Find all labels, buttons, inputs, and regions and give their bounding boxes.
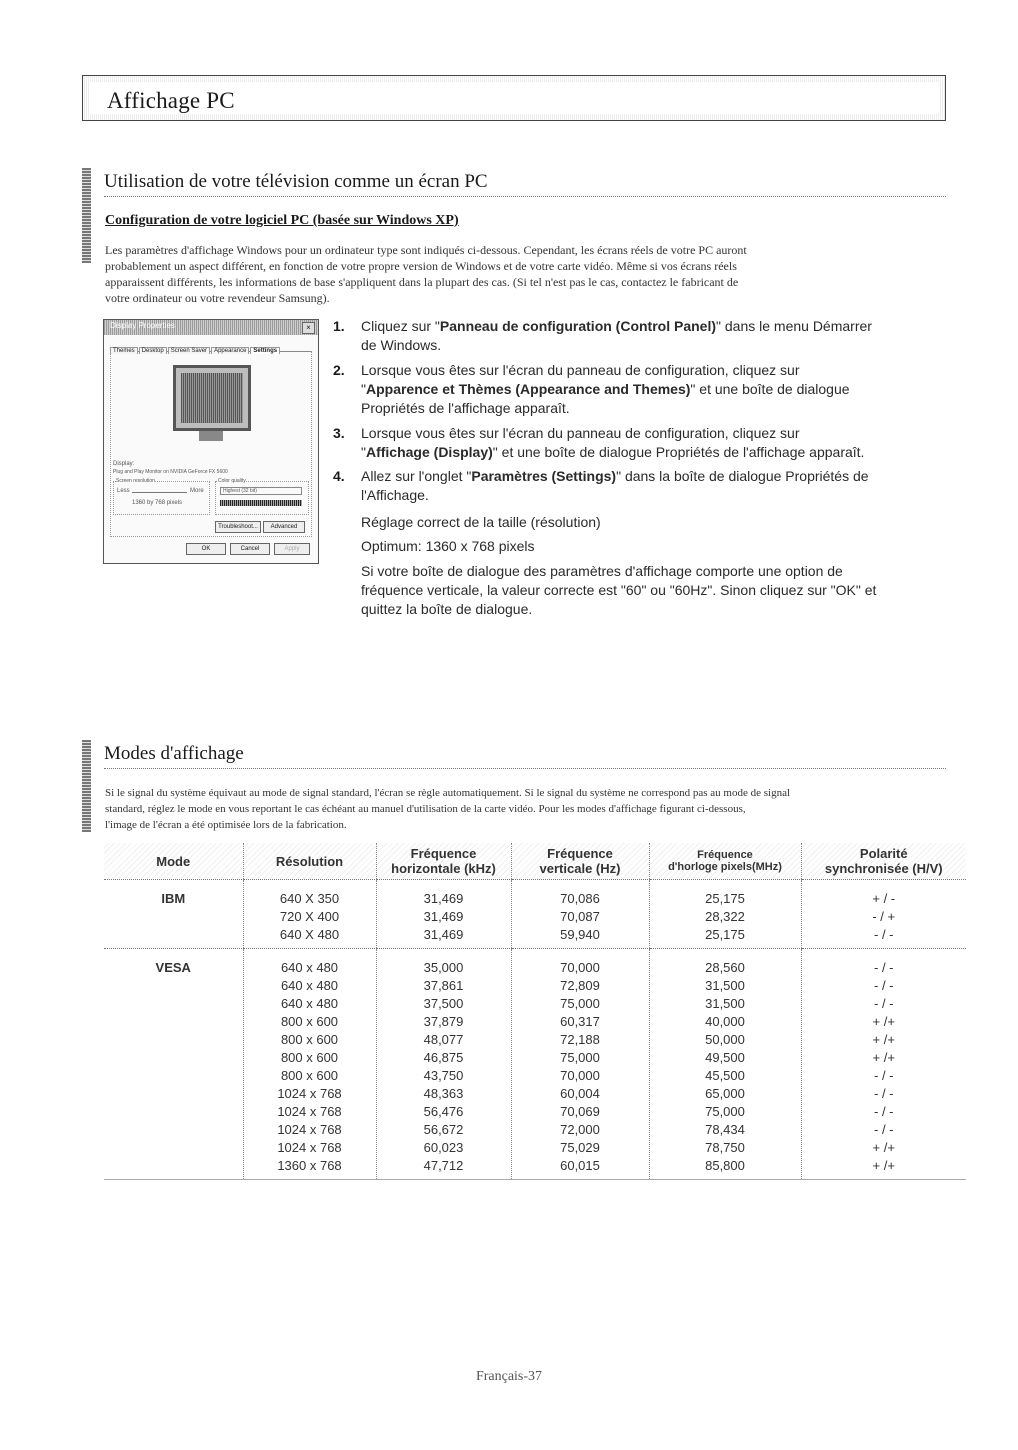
resolution-cell [243, 949, 376, 1180]
section1-subtitle: Configuration de votre logiciel PC (basée sur Windows XP) [105, 213, 459, 228]
table-cell-value: 48,363 [423, 1086, 464, 1101]
display-value: Plug and Play Monitor on NVIDIA GeForce FX 5600 [113, 469, 228, 475]
table-cell-value: 60,004 [560, 1086, 600, 1101]
note-line: quittez la boîte de dialogue. [361, 601, 533, 617]
table-cell-value: 37,500 [423, 996, 464, 1011]
table-cell-value: 31,500 [705, 978, 745, 993]
table-cell-value: 60,317 [560, 1014, 600, 1029]
table-row [104, 949, 966, 1180]
step-text [361, 467, 931, 505]
display-modes-table [104, 843, 966, 1180]
color-bar [220, 500, 302, 506]
table-cell-value: 78,434 [705, 1122, 745, 1137]
table-row [104, 880, 966, 949]
troubleshoot-button: Troubleshoot... [215, 521, 261, 533]
page-header-inner [89, 82, 939, 114]
tab-settings: Settings [250, 347, 280, 354]
section1-intro [105, 242, 985, 306]
resolution-group [113, 478, 210, 515]
display-label: Display: [113, 461, 135, 467]
table-cell-value: 640 x 480 [280, 996, 339, 1011]
table-cell-value: 37,879 [423, 1014, 464, 1029]
step-line: de Windows. [361, 337, 442, 353]
table-cell-value: + /+ [872, 1050, 895, 1065]
step-line: Cliquez sur "Panneau de configuration (Control Panel)" dans le menu Démarrer [361, 318, 872, 334]
table-cell-value: - / - [874, 978, 894, 993]
dialog-title: Display Properties [110, 321, 175, 330]
intro-line: Si le signal du système équivaut au mode de signal standard, l'écran se règle automatiquement. Si le signal du système ne correspond pas au mode de signal [105, 787, 791, 799]
table-cell-value: 65,000 [705, 1086, 745, 1101]
resolution-note: Réglage correct de la taille (résolution) [361, 514, 601, 530]
table-cell-value: 640 X 350 [279, 891, 340, 906]
table-cell-value: 85,800 [705, 1158, 745, 1173]
table-cell-value: 59,940 [560, 927, 600, 942]
cancel-button: Cancel [230, 543, 270, 555]
table-cell-value: 70,069 [560, 1104, 600, 1119]
step-text [361, 317, 931, 355]
table-cell-value: 50,000 [705, 1032, 745, 1047]
advanced-button: Advanced [263, 521, 305, 533]
table-cell-value: 31,500 [705, 996, 745, 1011]
table-cell-value: + /+ [872, 1140, 895, 1155]
section-marker [82, 168, 91, 263]
resolution-value: 1360 by 768 pixels [132, 500, 183, 506]
tab-themes: Themes [110, 347, 138, 354]
table-cell-value: + / - [872, 891, 896, 906]
header-v-freq: Fréquence verticale (Hz) [511, 843, 649, 880]
page-number: Français-37 [475, 1369, 543, 1384]
table-cell-value: 70,087 [560, 909, 600, 924]
optimum-note: Optimum: 1360 x 768 pixels [361, 538, 535, 554]
frequency-note [361, 562, 931, 619]
table-cell-value: 1024 x 768 [277, 1086, 342, 1101]
table-cell-value: 78,750 [705, 1140, 745, 1155]
step-number: 1. [333, 318, 345, 334]
table-cell-value: 72,000 [560, 1122, 600, 1137]
table-cell-value: 1024 x 768 [277, 1122, 342, 1137]
page-title: Affichage PC [107, 88, 235, 113]
apply-button: Apply [274, 543, 310, 555]
table-cell-value: 28,560 [705, 960, 745, 975]
pixel-clock-cell [649, 880, 801, 949]
table-cell-value: 70,086 [560, 891, 600, 906]
step-line: Allez sur l'onglet "Paramètres (Settings)" dans la boîte de dialogue Propriétés de [361, 468, 869, 484]
section1-title: Utilisation de votre télévision comme un écran PC [104, 171, 488, 192]
table-cell-value: 40,000 [705, 1014, 745, 1029]
intro-line: probablement un aspect différent, en fonction de votre propre version de Windows et de votre carte vidéo. Même si vos écrans réels [105, 259, 737, 273]
table-cell-value: 640 x 480 [280, 960, 339, 975]
less-label: Less [117, 488, 130, 494]
table-cell-value: 70,000 [560, 1068, 600, 1083]
section-divider [104, 196, 946, 198]
table-cell-value: 72,188 [560, 1032, 600, 1047]
table-cell-value: - / - [874, 960, 894, 975]
section-marker [82, 740, 91, 832]
tab-appearance: Appearance [211, 347, 249, 354]
table-cell-value: + /+ [872, 1032, 895, 1047]
table-cell-value: 75,000 [705, 1104, 745, 1119]
table-cell-value: 60,023 [423, 1140, 464, 1155]
color-label: Color quality [218, 478, 246, 484]
intro-line: apparaissent différents, les informations de base s'appliquent dans la plupart des cas. (Si tel n'est pas le cas, contactez le fabricant de [105, 275, 739, 289]
table-cell-value: 43,750 [423, 1068, 464, 1083]
table-cell-value: 45,500 [705, 1068, 745, 1083]
table-cell-value: - / - [874, 1122, 894, 1137]
table-cell-value: 75,029 [560, 1140, 600, 1155]
dialog-titlebar [104, 320, 318, 335]
v-freq-cell [511, 949, 649, 1180]
v-freq-cell [511, 880, 649, 949]
color-group [215, 478, 309, 515]
more-label: More [190, 488, 204, 494]
header-polarity: Polarité synchronisée (H/V) [801, 843, 966, 880]
tab-desktop: Desktop [139, 347, 167, 354]
table-cell-value: 720 X 400 [279, 909, 340, 924]
table-cell-value: 31,469 [423, 927, 464, 942]
mode-cell: VESA [104, 949, 243, 1180]
table-cell-value: 800 x 600 [280, 1032, 339, 1047]
step-number: 4. [333, 468, 345, 484]
table-cell-value: 48,077 [423, 1032, 464, 1047]
table-cell-value: 25,175 [705, 927, 745, 942]
table-cell-value: 31,469 [423, 909, 464, 924]
table-cell-value: 1360 x 768 [277, 1158, 342, 1173]
table-cell-value: - / - [874, 1068, 894, 1083]
step-line: Lorsque vous êtes sur l'écran du panneau de configuration, cliquez sur [361, 362, 800, 378]
table-cell-value: 75,000 [560, 1050, 600, 1065]
section-divider [104, 768, 946, 770]
table-cell-value: 46,875 [423, 1050, 464, 1065]
table-cell-value: 1024 x 768 [277, 1104, 342, 1119]
table-cell-value: 75,000 [560, 996, 600, 1011]
section2-title: Modes d'affichage [104, 743, 244, 764]
dialog-panel [110, 351, 312, 537]
table-cell-value: 1024 x 768 [277, 1140, 342, 1155]
page-header [82, 75, 946, 121]
header-mode: Mode [104, 843, 243, 880]
resolution-cell [243, 880, 376, 949]
resolution-label: Screen resolution [116, 478, 155, 484]
table-cell-value: 70,000 [560, 960, 600, 975]
header-pixel-clock: Fréquence d'horloge pixels(MHz) [649, 843, 801, 880]
table-cell-value: - / - [874, 1086, 894, 1101]
table-cell-value: + /+ [872, 1014, 895, 1029]
h-freq-cell [376, 880, 511, 949]
h-freq-cell [376, 949, 511, 1180]
mode-cell: IBM [104, 880, 243, 949]
note-line: Si votre boîte de dialogue des paramètres d'affichage comporte une option de [361, 563, 843, 579]
step-text [361, 424, 931, 462]
table-cell-value: 60,015 [560, 1158, 600, 1173]
table-cell-value: 640 X 480 [279, 927, 340, 942]
table-header-row [104, 843, 966, 880]
step-number: 2. [333, 362, 345, 378]
table-cell-value: 800 x 600 [280, 1050, 339, 1065]
section2-intro [105, 785, 985, 833]
table-cell-value: - / - [874, 927, 894, 942]
table-cell-value: 49,500 [705, 1050, 745, 1065]
table-cell-value: 56,672 [423, 1122, 464, 1137]
step-text [361, 361, 931, 418]
table-cell-value: 47,712 [423, 1158, 464, 1173]
header-resolution: Résolution [243, 843, 376, 880]
table-cell-value: 640 x 480 [280, 978, 339, 993]
polarity-cell [801, 880, 966, 949]
step-line: "Apparence et Thèmes (Appearance and Themes)" et une boîte de dialogue [361, 381, 850, 397]
close-icon: × [302, 322, 315, 334]
table-cell-value: - / - [874, 996, 894, 1011]
step-line: l'Affichage. [361, 487, 429, 503]
monitor-icon [173, 365, 251, 431]
monitor-stand [199, 431, 223, 441]
resolution-slider [132, 492, 187, 493]
table-cell-value: - / + [872, 909, 896, 924]
ok-button: OK [186, 543, 226, 555]
table-cell-value: - / - [874, 1104, 894, 1119]
note-line: fréquence verticale, la valeur correcte est "60" ou "60Hz". Sinon cliquez sur "OK" et [361, 582, 877, 598]
table-cell-value: 25,175 [705, 891, 745, 906]
intro-line: l'image de l'écran a été optimisée lors de la fabrication. [105, 819, 347, 831]
table-cell-value: 800 x 600 [280, 1014, 339, 1029]
pixel-clock-cell [649, 949, 801, 1180]
table-cell-value: 56,476 [423, 1104, 464, 1119]
table-cell-value: 35,000 [423, 960, 464, 975]
intro-line: standard, réglez le mode en vous reportant le cas échéant au manuel d'utilisation de la carte vidéo. Pour les modes d'affichage figurant ci-dessous, [105, 803, 746, 815]
table-cell-value: 28,322 [705, 909, 745, 924]
table-cell-value: 37,861 [423, 978, 464, 993]
table-cell-value: + /+ [872, 1158, 895, 1173]
tab-screen-saver: Screen Saver [168, 347, 210, 354]
step-number: 3. [333, 425, 345, 441]
polarity-cell [801, 949, 966, 1180]
intro-line: Les paramètres d'affichage Windows pour un ordinateur type sont indiqués ci-dessous. Cependant, les écrans réels de votre PC auront [105, 243, 747, 257]
display-properties-screenshot [103, 319, 319, 564]
table-cell-value: 800 x 600 [280, 1068, 339, 1083]
step-line: Lorsque vous êtes sur l'écran du panneau de configuration, cliquez sur [361, 425, 800, 441]
step-line: Propriétés de l'affichage apparaît. [361, 400, 570, 416]
header-h-freq: Fréquence horizontale (kHz) [376, 843, 511, 880]
table-cell-value: 72,809 [560, 978, 600, 993]
intro-line: votre ordinateur ou votre revendeur Samsung). [105, 291, 330, 305]
table-cell-value: 31,469 [423, 891, 464, 906]
step-line: "Affichage (Display)" et une boîte de dialogue Propriétés de l'affichage apparaît. [361, 444, 865, 460]
color-value: Highest (32 bit) [220, 487, 302, 495]
